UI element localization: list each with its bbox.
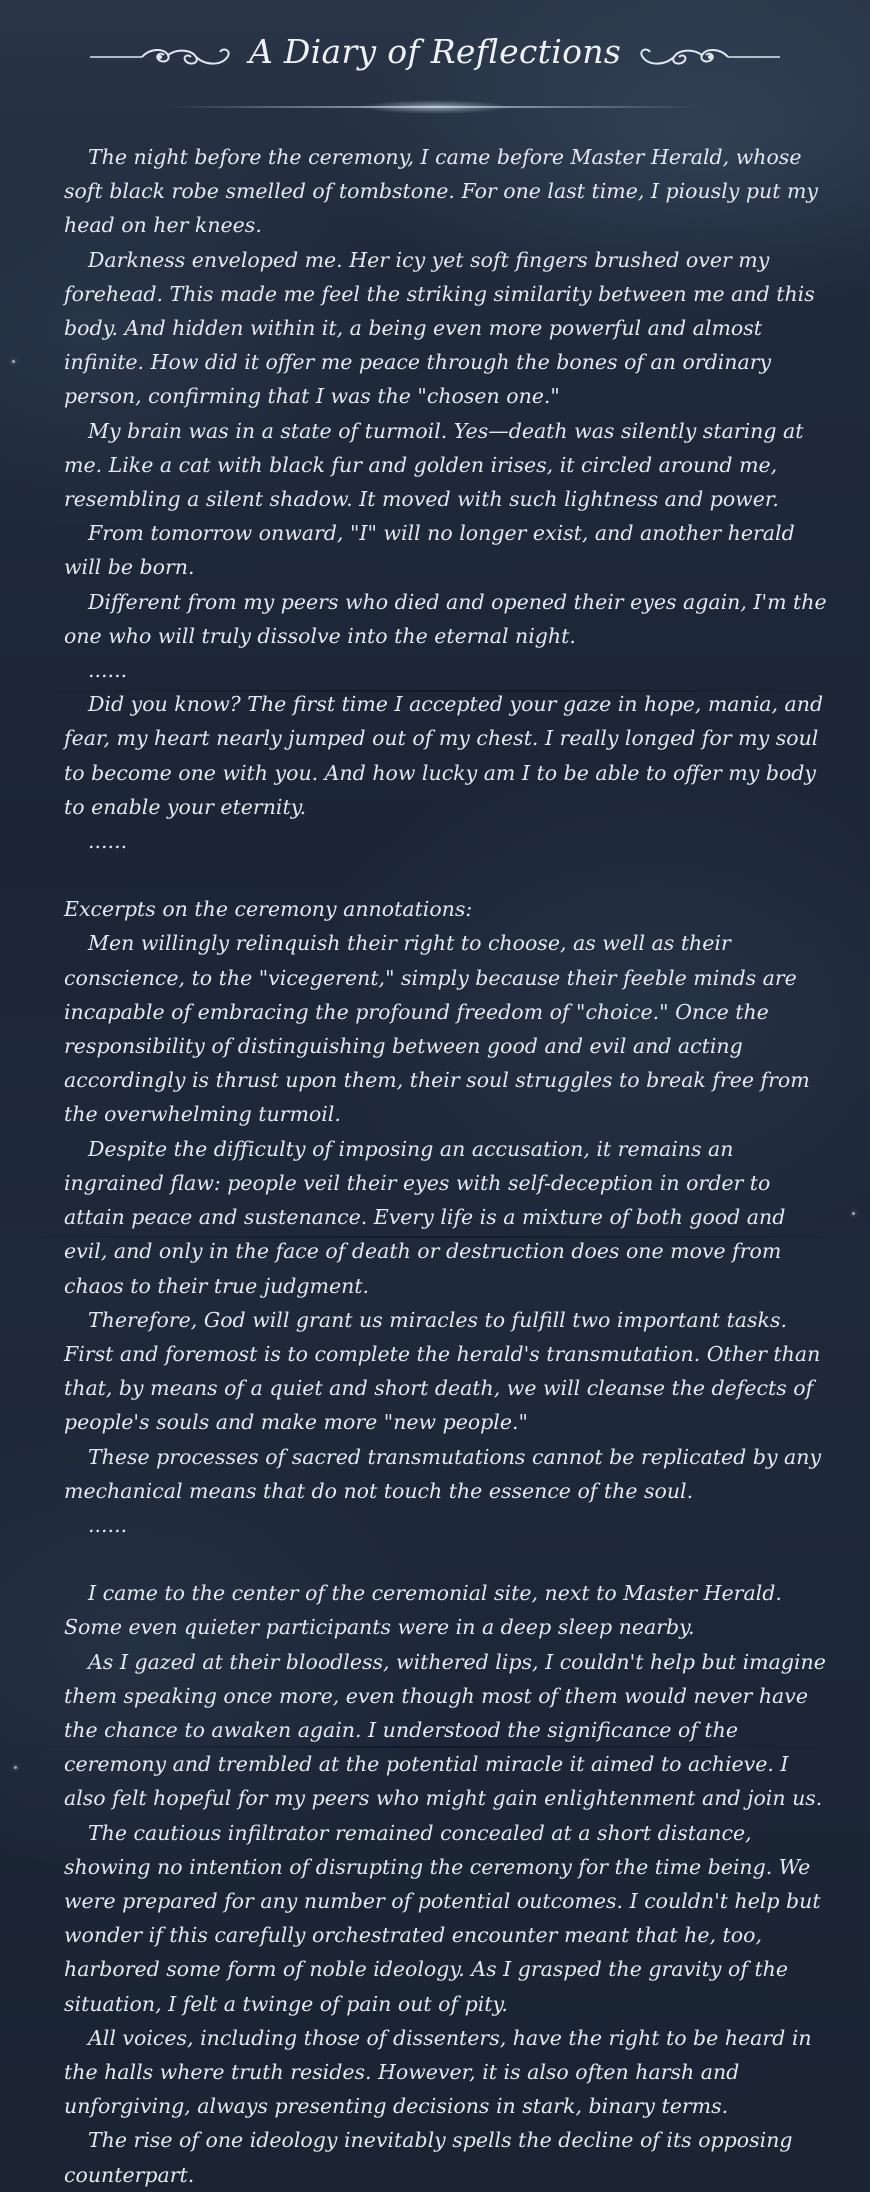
diary-paragraph: From tomorrow onward, "I" will no longer exist, and another herald will be born. [64,521,795,580]
diary-paragraph: My brain was in a state of turmoil. Yes—death was silently staring at me. Like a cat with black fur and golden irises, it circled around me, resembling a silent shadow. It moved with such lightness and power. [64,418,804,512]
ellipsis-break: ...... [88,829,128,854]
diary-paragraph: The rise of one ideology inevitably spells the decline of its opposing counterpart. [64,2128,793,2187]
diary-paragraph: Different from my peers who died and opened their eyes again, I'm the one who will truly dissolve into the eternal night. [64,589,827,648]
page-title: A Diary of Reflections [248,32,622,71]
spacer [64,858,834,892]
ellipsis-break: ...... [88,1512,128,1537]
diary-paragraph: These processes of sacred transmutations cannot be replicated by any mechanical means that do not touch the essence of the soul. [64,1444,822,1503]
sparkle-icon [12,360,15,363]
diary-paragraph: Did you know? The first time I accepted your gaze in hope, mania, and fear, my heart nearly jumped out of my chest. I really longed for my soul to become one with you. And how lucky am I to be able to offer my body to enable your eternity. [64,692,824,819]
diary-paragraph: As I gazed at their bloodless, withered lips, I couldn't help but imagine them speaking once more, even though most of them would never have the chance to awaken again. I understood the significance of the ceremony and trembled at the potential miracle it aimed to achieve. I also felt hopeful for my peers who might gain enlightenment and join us. [64,1649,826,1811]
diary-paragraph: The night before the ceremony, I came before Master Herald, whose soft black robe smelled of tombstone. For one last time, I piously put my head on her knees. [64,145,818,238]
diary-paragraph: All voices, including those of dissenters, have the right to be heard in the halls where truth resides. However, it is also often harsh and unforgiving, always presenting decisions in stark, binary terms. [64,2025,812,2119]
diary-paragraph: I came to the center of the ceremonial site, next to Master Herald. Some even quieter participants were in a deep sleep nearby. [64,1581,782,1640]
sparkle-icon [852,1212,855,1215]
diary-paragraph: Men willingly relinquish their right to choose, as well as their conscience, to the "vicegerent," simply because their feeble minds are incapable of embracing the profound freedom of "choice." Once the responsibility of distinguishing between good and evil and acting accordingly is thrust upon them, their soul struggles to break free from the overwhelming turmoil. [64,931,810,1127]
title-bar [0,18,870,90]
ellipsis-break: ...... [88,658,128,683]
diary-paragraph: Despite the difficulty of imposing an accusation, it remains an ingrained flaw: people veil their eyes with self-deception in order to attain peace and sustenance. Every life is a mixture of both good and evil, and only in the face of death or destruction does one move from chaos to their true judgment. [64,1136,786,1298]
diary-paragraph: Darkness enveloped me. Her icy yet soft fingers brushed over my forehead. This made me feel the striking similarity between me and this body. And hidden within it, a being even more powerful and almost infinite. How did it offer me peace through the bones of an ordinary person, confirming that I was the "chosen one." [64,247,815,409]
diary-paragraph: The cautious infiltrator remained concealed at a short distance, showing no intention of disrupting the ceremony for the time being. We were prepared for any number of potential outcomes. I couldn't help but wonder if this carefully orchestrated encounter meant that he, too, harbored some form of noble ideology. As I grasped the gravity of the situation, I felt a twinge of pain out of pity. [64,1820,821,2016]
sparkle-icon [14,1766,17,1769]
diary-paragraph: Therefore, God will grant us miracles to fulfill two important tasks. First and foremost is to complete the herald's transmutation. Other than that, by means of a quiet and short death, we will cleanse the defects of people's souls and make more "new people." [64,1307,821,1435]
diary-text [64,140,834,2192]
spacer [64,1542,834,1576]
section-heading: Excerpts on the ceremony annotations: [64,897,473,922]
right-flourish-icon [630,44,780,70]
title-divider [170,106,700,108]
